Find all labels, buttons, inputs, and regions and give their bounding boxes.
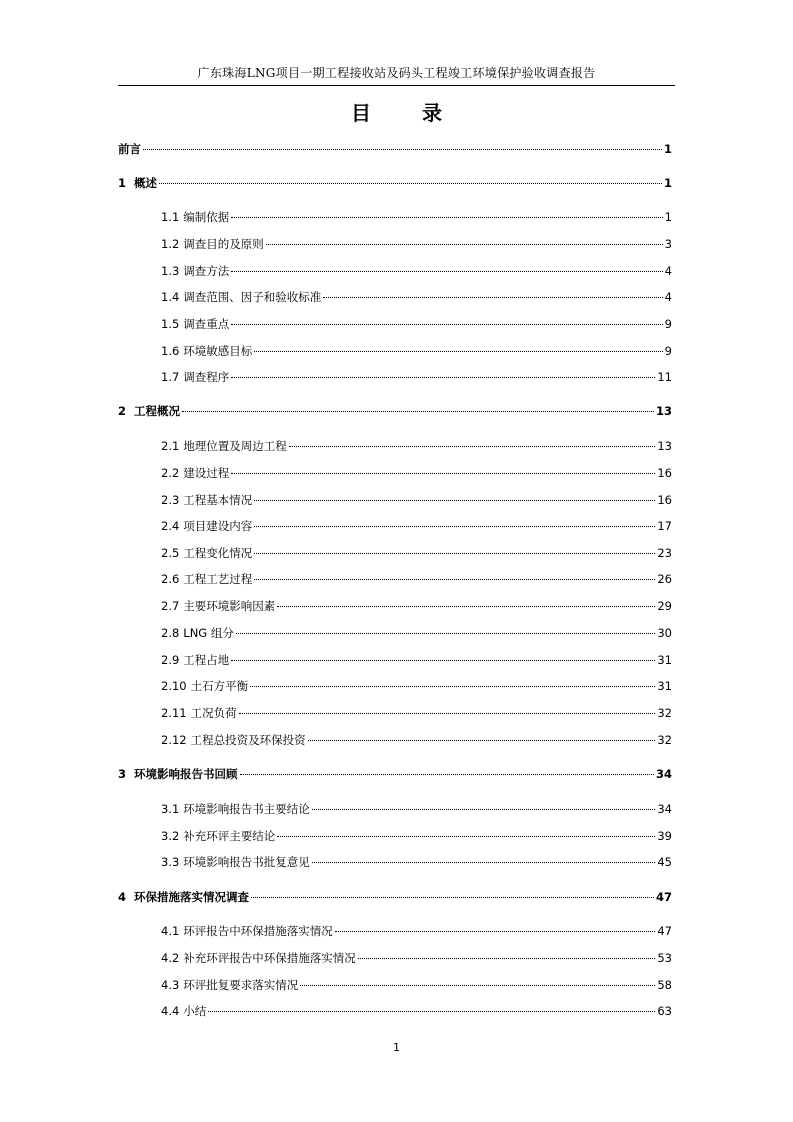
toc-entry-label: 调查范围、因子和验收标准 [183, 290, 322, 304]
header-rule [118, 85, 675, 86]
toc-entry-number: 2.6 [161, 572, 180, 586]
toc-entry-page: 30 [657, 626, 672, 640]
toc-entry-number: 3.1 [161, 802, 180, 816]
toc-entry-number: 3 [118, 767, 127, 781]
toc-entry-page: 3 [664, 237, 672, 251]
toc-entry-label: 工程概况 [134, 404, 180, 418]
toc-entry-label: 环评报告中环保措施落实情况 [183, 924, 333, 938]
toc-entry-label: 环境影响报告书回顾 [134, 767, 238, 781]
toc-entry-label: 环境影响报告书批复意见 [183, 855, 310, 869]
toc-entry-number: 4.3 [161, 978, 180, 992]
toc-entry-page: 32 [657, 706, 672, 720]
toc-entry-number: 2.3 [161, 493, 180, 507]
toc-entry-label: 环保措施落实情况调查 [134, 890, 249, 904]
toc-entry-number: 1.1 [161, 210, 180, 224]
toc-entry-number: 2.8 [161, 626, 180, 640]
toc-entry-label: 调查方法 [183, 264, 230, 278]
toc-entry-page: 13 [657, 439, 672, 453]
toc-dot-leader [231, 660, 655, 661]
toc-entry[interactable] [161, 465, 672, 483]
toc-dot-leader [250, 686, 655, 687]
toc-dot-leader [231, 271, 662, 272]
toc-entry-page: 34 [657, 802, 672, 816]
toc-entry-number: 2.9 [161, 653, 180, 667]
toc-entry-label: 补充环评主要结论 [183, 829, 276, 843]
toc-entry[interactable] [161, 518, 672, 536]
toc-entry[interactable] [161, 236, 672, 254]
toc-entry-label: 工程变化情况 [183, 546, 253, 560]
toc-entry-number: 4.1 [161, 924, 180, 938]
toc-entry[interactable] [161, 732, 672, 750]
toc-entry-number: 4 [118, 890, 127, 904]
toc-dot-leader [231, 324, 662, 325]
toc-entry-page: 45 [657, 855, 672, 869]
toc-dot-leader [358, 958, 656, 959]
toc-dot-leader [231, 217, 662, 218]
toc-entry[interactable] [161, 571, 672, 589]
toc-entry-label: 项目建设内容 [183, 519, 253, 533]
toc-dot-leader [312, 862, 656, 863]
toc-dot-leader [254, 351, 662, 352]
toc-entry-page: 1 [664, 210, 672, 224]
toc-entry-number: 2.11 [161, 706, 187, 720]
toc-entry[interactable] [161, 652, 672, 670]
toc-entry-number: 1.6 [161, 344, 180, 358]
toc-entry[interactable] [161, 289, 672, 307]
toc-entry[interactable] [161, 801, 672, 819]
toc-entry-number: 1.4 [161, 290, 180, 304]
toc-dot-leader [182, 411, 654, 412]
toc-entry-label: 环境影响报告书主要结论 [183, 802, 310, 816]
toc-entry-page: 31 [657, 653, 672, 667]
toc-dot-leader [231, 473, 655, 474]
toc-entry[interactable] [118, 889, 672, 907]
toc-entry-page: 47 [657, 924, 672, 938]
toc-entry-label: 建设过程 [183, 466, 230, 480]
toc-entry-number: 2.12 [161, 733, 187, 747]
toc-entry-label: 编制依据 [183, 210, 230, 224]
toc-dot-leader [312, 809, 656, 810]
toc-entry-label: 主要环境影响因素 [183, 599, 276, 613]
toc-entry[interactable] [161, 369, 672, 387]
toc-entry-page: 11 [657, 370, 672, 384]
toc-entry-number: 3.2 [161, 829, 180, 843]
toc-dot-leader [335, 931, 656, 932]
toc-entry-label: 地理位置及周边工程 [183, 439, 287, 453]
toc-dot-leader [300, 985, 655, 986]
toc-entry[interactable] [161, 705, 672, 723]
toc-entry-page: 17 [657, 519, 672, 533]
toc-entry[interactable] [161, 1003, 672, 1021]
toc-dot-leader [159, 183, 662, 184]
toc-entry-page: 29 [657, 599, 672, 613]
toc-dot-leader [240, 774, 654, 775]
toc-entry-page: 47 [655, 890, 672, 904]
toc-entry[interactable] [161, 678, 672, 696]
toc-entry-label: 环境敏感目标 [183, 344, 253, 358]
page-number: 1 [393, 1041, 400, 1054]
toc-entry[interactable] [161, 923, 672, 941]
toc-dot-leader [277, 836, 655, 837]
toc-entry-page: 53 [657, 951, 672, 965]
toc-dot-leader [239, 713, 656, 714]
toc-entry-page: 26 [657, 572, 672, 586]
toc-dot-leader [323, 297, 662, 298]
toc-dot-leader [254, 526, 655, 527]
toc-entry-page: 58 [657, 978, 672, 992]
toc-entry[interactable] [161, 950, 672, 968]
toc-entry-label: 概述 [134, 176, 157, 190]
toc-entry-number: 2.4 [161, 519, 180, 533]
toc-dot-leader [266, 244, 663, 245]
toc-entry-label: 补充环评报告中环保措施落实情况 [183, 951, 356, 965]
toc-dot-leader [254, 579, 655, 580]
toc-entry-page: 16 [657, 466, 672, 480]
toc-entry[interactable] [161, 438, 672, 456]
toc-entry-page: 31 [657, 679, 672, 693]
toc-dot-leader [289, 446, 656, 447]
toc-entry[interactable] [161, 598, 672, 616]
toc-entry-page: 1 [663, 142, 672, 156]
toc-entry-label: 工程占地 [183, 653, 230, 667]
toc-entry-page: 1 [663, 176, 672, 190]
toc-dot-leader [254, 500, 655, 501]
toc-entry-number: 3.3 [161, 855, 180, 869]
toc-dot-leader [251, 897, 654, 898]
toc-entry[interactable] [161, 625, 672, 643]
toc-entry-label: 调查重点 [183, 317, 230, 331]
page-title: 目 录 [351, 101, 464, 125]
toc-entry-number: 4.2 [161, 951, 180, 965]
toc-entry-number: 1.5 [161, 317, 180, 331]
toc-entry[interactable] [161, 343, 672, 361]
toc-entry[interactable] [161, 492, 672, 510]
toc-entry[interactable] [161, 545, 672, 563]
toc-entry[interactable] [161, 316, 672, 334]
toc-entry-page: 13 [655, 404, 672, 418]
toc-entry-label: 工况负荷 [190, 706, 237, 720]
toc-entry-number: 2 [118, 404, 127, 418]
toc-entry[interactable] [161, 263, 672, 281]
toc-entry-page: 16 [657, 493, 672, 507]
toc-entry-label: 小结 [183, 1004, 207, 1018]
toc-entry-page: 4 [664, 290, 672, 304]
toc-dot-leader [143, 149, 662, 150]
toc-entry-number: 1.7 [161, 370, 180, 384]
toc-entry-label: 工程总投资及环保投资 [190, 733, 306, 747]
toc-entry-label: 工程工艺过程 [183, 572, 253, 586]
toc-dot-leader [277, 606, 655, 607]
toc-entry-number: 4.4 [161, 1004, 180, 1018]
running-header: 广东珠海LNG项目一期工程接收站及码头工程竣工环境保护验收调查报告 [197, 66, 596, 80]
toc-entry[interactable] [118, 141, 672, 159]
toc-dot-leader [254, 553, 655, 554]
toc-entry-page: 34 [655, 767, 672, 781]
toc-entry-number: 1.2 [161, 237, 180, 251]
toc-entry-number: 2.1 [161, 439, 180, 453]
toc-dot-leader [208, 1011, 655, 1012]
toc-entry[interactable] [118, 175, 672, 193]
toc-entry-page: 9 [664, 344, 672, 358]
toc-entry-number: 1 [118, 176, 127, 190]
toc-entry-number: 2.5 [161, 546, 180, 560]
toc-entry-page: 39 [657, 829, 672, 843]
toc-entry-label: 环评批复要求落实情况 [183, 978, 299, 992]
toc-entry-label: 前言 [118, 142, 141, 156]
toc-entry[interactable] [161, 854, 672, 872]
toc-entry-label: 调查程序 [183, 370, 230, 384]
toc-entry[interactable] [161, 977, 672, 995]
toc-entry-page: 23 [657, 546, 672, 560]
toc-entry[interactable] [161, 209, 672, 227]
toc-entry-number: 2.10 [161, 679, 187, 693]
toc-entry[interactable] [118, 766, 672, 784]
toc-dot-leader [231, 377, 655, 378]
toc-entry-label: 土石方平衡 [190, 679, 249, 693]
toc-dot-leader [236, 633, 655, 634]
toc-entry-page: 63 [657, 1004, 672, 1018]
toc-entry[interactable] [118, 403, 672, 421]
toc-entry-number: 1.3 [161, 264, 180, 278]
toc-entry-label: LNG 组分 [183, 626, 234, 640]
toc-entry-page: 9 [664, 317, 672, 331]
toc-entry-label: 调查目的及原则 [183, 237, 264, 251]
toc-entry-label: 工程基本情况 [183, 493, 253, 507]
toc-entry-number: 2.2 [161, 466, 180, 480]
toc-entry-number: 2.7 [161, 599, 180, 613]
toc-entry[interactable] [161, 828, 672, 846]
toc-entry-page: 32 [657, 733, 672, 747]
toc-dot-leader [308, 740, 656, 741]
toc-entry-page: 4 [664, 264, 672, 278]
